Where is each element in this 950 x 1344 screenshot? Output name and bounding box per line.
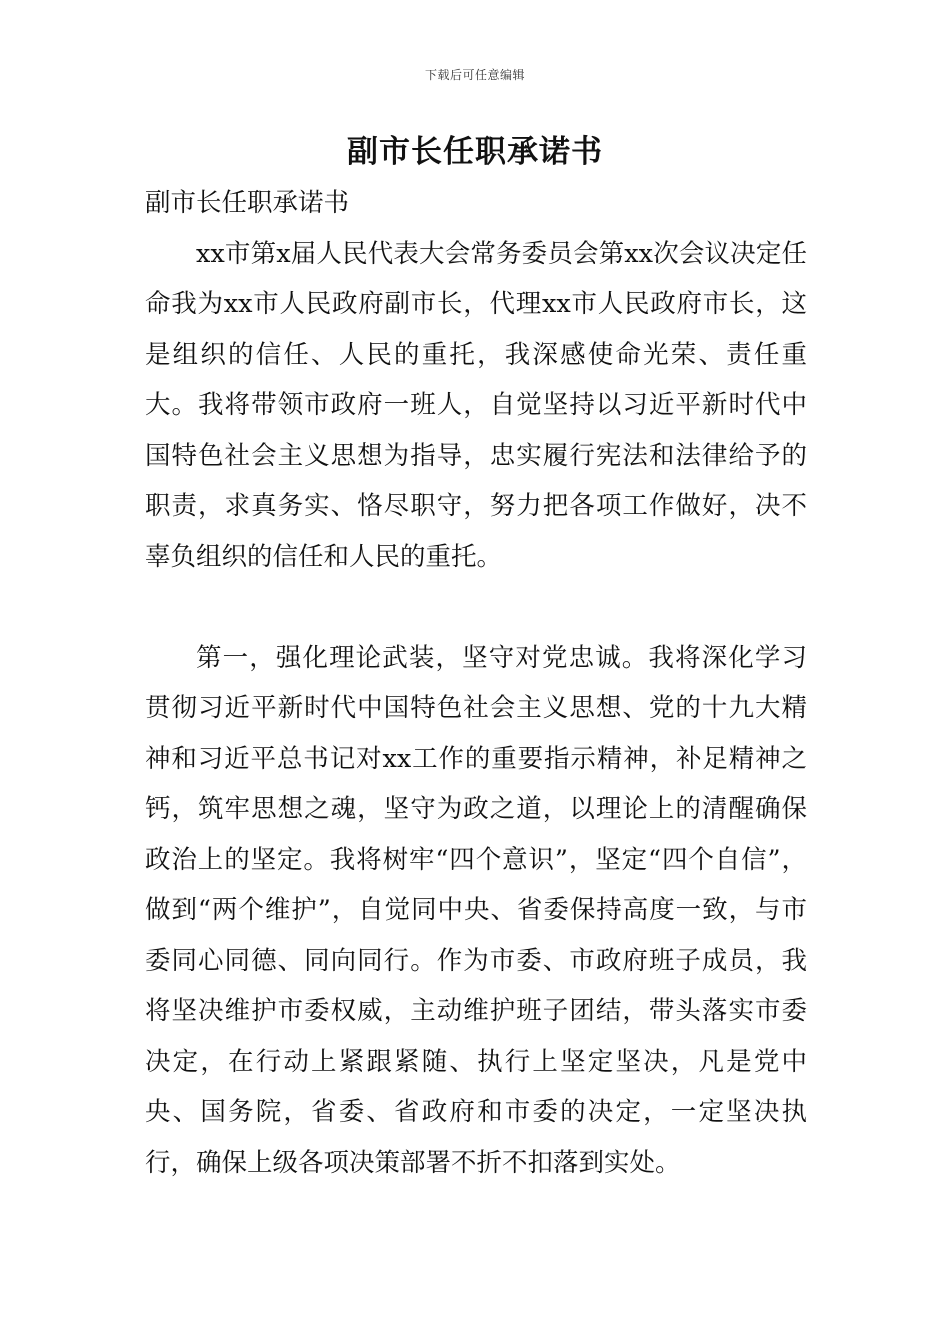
document-body	[145, 178, 807, 1188]
document-subtitle: 副市长任职承诺书	[145, 188, 350, 218]
paragraph-gap	[145, 582, 807, 633]
header-note: 下载后可任意编辑	[424, 68, 525, 82]
paragraph-intro: xx市第x届人民代表大会常务委员会第xx次会议决定任命我为xx市人民政府副市长，代理xx市人民政府市长，这是组织的信任、人民的重托，我深感使命光荣、责任重大。我将带领市政府一班人，自觉坚持以习近平新时代中国特色社会主义思想为指导，忠实履行宪法和法律给予的职责，求真务实、恪尽职守，努力把各项工作做好，决不辜负组织的信任和人民的重托。	[145, 238, 807, 572]
document-title: 副市长任职承诺书	[347, 134, 603, 170]
paragraph-first-point: 第一，强化理论武装，坚守对党忠诚。我将深化学习贯彻习近平新时代中国特色社会主义思想、党的十九大精神和习近平总书记对xx工作的重要指示精神，补足精神之钙，筑牢思想之魂，坚守为政之道，以理论上的清醒确保政治上的坚定。我将树牢“四个意识”，坚定“四个自信”，做到“两个维护”，自觉同中央、省委保持高度一致，与市委同心同德、同向同行。作为市委、市政府班子成员，我将坚决维护市委权威，主动维护班子团结，带头落实市委决定，在行动上紧跟紧随、执行上坚定坚决，凡是党中央、国务院，省委、省政府和市委的决定，一定坚决执行，确保上级各项决策部署不折不扣落到实处。	[145, 642, 807, 1178]
